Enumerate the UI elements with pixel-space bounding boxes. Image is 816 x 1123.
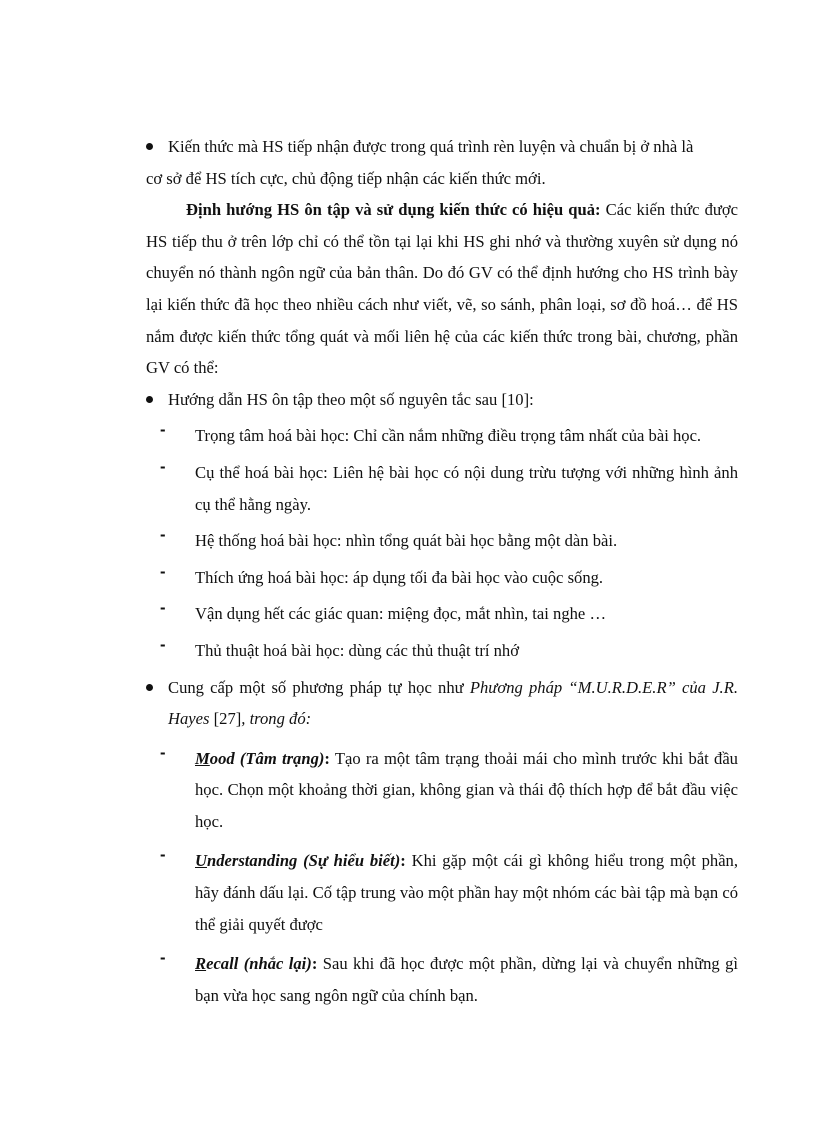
- murder-item-mood: - Mood (Tâm trạng): Tạo ra một tâm trạng thoải mái cho mình trước khi bắt đầu học. Chọn một khoảng thời gian, không gian và thái độ thích hợp để bắt đầu việc học.: [160, 742, 738, 831]
- murder-letter: U: [195, 851, 207, 871]
- principle-text: Hệ thống hoá bài học: nhìn tổng quát bài học bằng một dàn bài.: [195, 531, 618, 551]
- principle-item: [0, 598, 816, 630]
- bullet-intro-line-1: Kiến thức mà HS tiếp nhận được trong quá trình rèn luyện và chuẩn bị ở nhà là: [168, 137, 694, 156]
- bullet-item-guide: [0, 384, 816, 416]
- principle-item: [0, 525, 816, 557]
- dash-marker-icon: -: [160, 845, 166, 865]
- murder-text: Khi gặp một cái gì không hiểu trong một phần, hãy đánh dấu lại. Cố tập trung vào một phần hay một nhóm các bài tập mà bạn có thể giải quyết được: [195, 851, 739, 934]
- dash-marker-icon: -: [160, 525, 166, 545]
- method-ref: [27]: [209, 709, 242, 729]
- page-body: [0, 131, 816, 1011]
- method-suffix: , trong đó:: [241, 709, 312, 729]
- dash-marker-icon: -: [160, 598, 166, 618]
- principle-item: [0, 562, 816, 594]
- principle-item: [0, 635, 816, 667]
- murder-letter: M: [195, 748, 210, 768]
- principle-text: Thích ứng hoá bài học: áp dụng tối đa bài học vào cuộc sống.: [195, 567, 604, 587]
- bullet-item-method: [0, 672, 816, 735]
- method-title: Phương pháp “M.U.R.D.E.R” của J.R. Hayes: [168, 677, 738, 729]
- murder-term: ood (Tâm trạng): [209, 748, 325, 768]
- principle-item: [0, 420, 816, 452]
- principle-text: Vận dụng hết các giác quan: miệng đọc, mắt nhìn, tai nghe …: [195, 604, 607, 624]
- principle-text: Cụ thể hoá bài học: Liên hệ bài học có nội dung trừu tượng với những hình ảnh cụ thể hằng ngày.: [195, 462, 738, 514]
- bullet-intro-line-2: cơ sở để HS tích cực, chủ động tiếp nhận các kiến thức mới.: [146, 168, 546, 188]
- murder-item-recall: - Recall (nhắc lại): Sau khi đã học được một phần, dừng lại và chuyển những gì bạn vừa học sang ngôn ngữ của chính bạn.: [160, 948, 738, 1005]
- murder-term: ecall (nhắc lại): [206, 954, 312, 974]
- bullet-item-intro: [0, 131, 816, 194]
- paragraph-heading: Định hướng HS ôn tập và sử dụng kiến thức có hiệu quả:: [186, 200, 601, 220]
- murder-term: nderstanding (Sự hiểu biết): [206, 851, 401, 871]
- murder-text: Tạo ra một tâm trạng thoải mái cho mình trước khi bắt đầu học. Chọn một khoảng thời gian, không gian và thái độ thích hợp để bắt đầu việc học.: [195, 748, 738, 831]
- orientation-paragraph: [0, 194, 816, 384]
- murder-letter: R: [195, 954, 207, 974]
- dash-marker-icon: -: [160, 561, 166, 581]
- dash-marker-icon: -: [160, 456, 166, 476]
- dash-marker-icon: -: [160, 948, 166, 968]
- bullet-guide-text: Hướng dẫn HS ôn tập theo một số nguyên tắc sau [10]:: [168, 389, 534, 409]
- principle-text: Trọng tâm hoá bài học: Chỉ cần nắm những điều trọng tâm nhất của bài học.: [195, 426, 702, 446]
- paragraph-text: Các kiến thức được HS tiếp thu ở trên lớp chỉ có thể tồn tại lại khi HS ghi nhớ và thường xuyên sử dụng nó chuyển nó thành ngôn ngữ của bản thân. Do đó GV có thể định hướng cho HS trình bày lại kiến thức đã học theo nhiều cách như viết, vẽ, so sánh, phân loại, sơ đồ hoá… để HS nắm được kiến thức tổng quát và mối liên hệ của các kiến thức trong bài, chương, phần GV có thể:: [146, 200, 738, 378]
- principle-text: Thủ thuật hoá bài học: dùng các thủ thuật trí nhớ: [195, 640, 519, 660]
- murder-item-understanding: - Understanding (Sự hiểu biết): Khi gặp một cái gì không hiểu trong một phần, hãy đánh dấu lại. Cố tập trung vào một phần hay một nhóm các bài tập mà bạn có thể giải quyết được: [160, 845, 739, 934]
- bullet-dot-icon: [146, 143, 153, 150]
- method-prefix: Cung cấp một số phương pháp tự học như: [168, 677, 470, 697]
- dash-marker-icon: -: [160, 742, 166, 762]
- murder-text: Sau khi đã học được một phần, dừng lại và chuyển những gì bạn vừa học sang ngôn ngữ của chính bạn.: [195, 954, 738, 1005]
- dash-marker-icon: -: [160, 420, 166, 440]
- principle-item: [0, 457, 816, 520]
- bullet-dot-icon: [146, 684, 153, 691]
- dash-marker-icon: -: [160, 634, 166, 654]
- bullet-dot-icon: [146, 396, 153, 403]
